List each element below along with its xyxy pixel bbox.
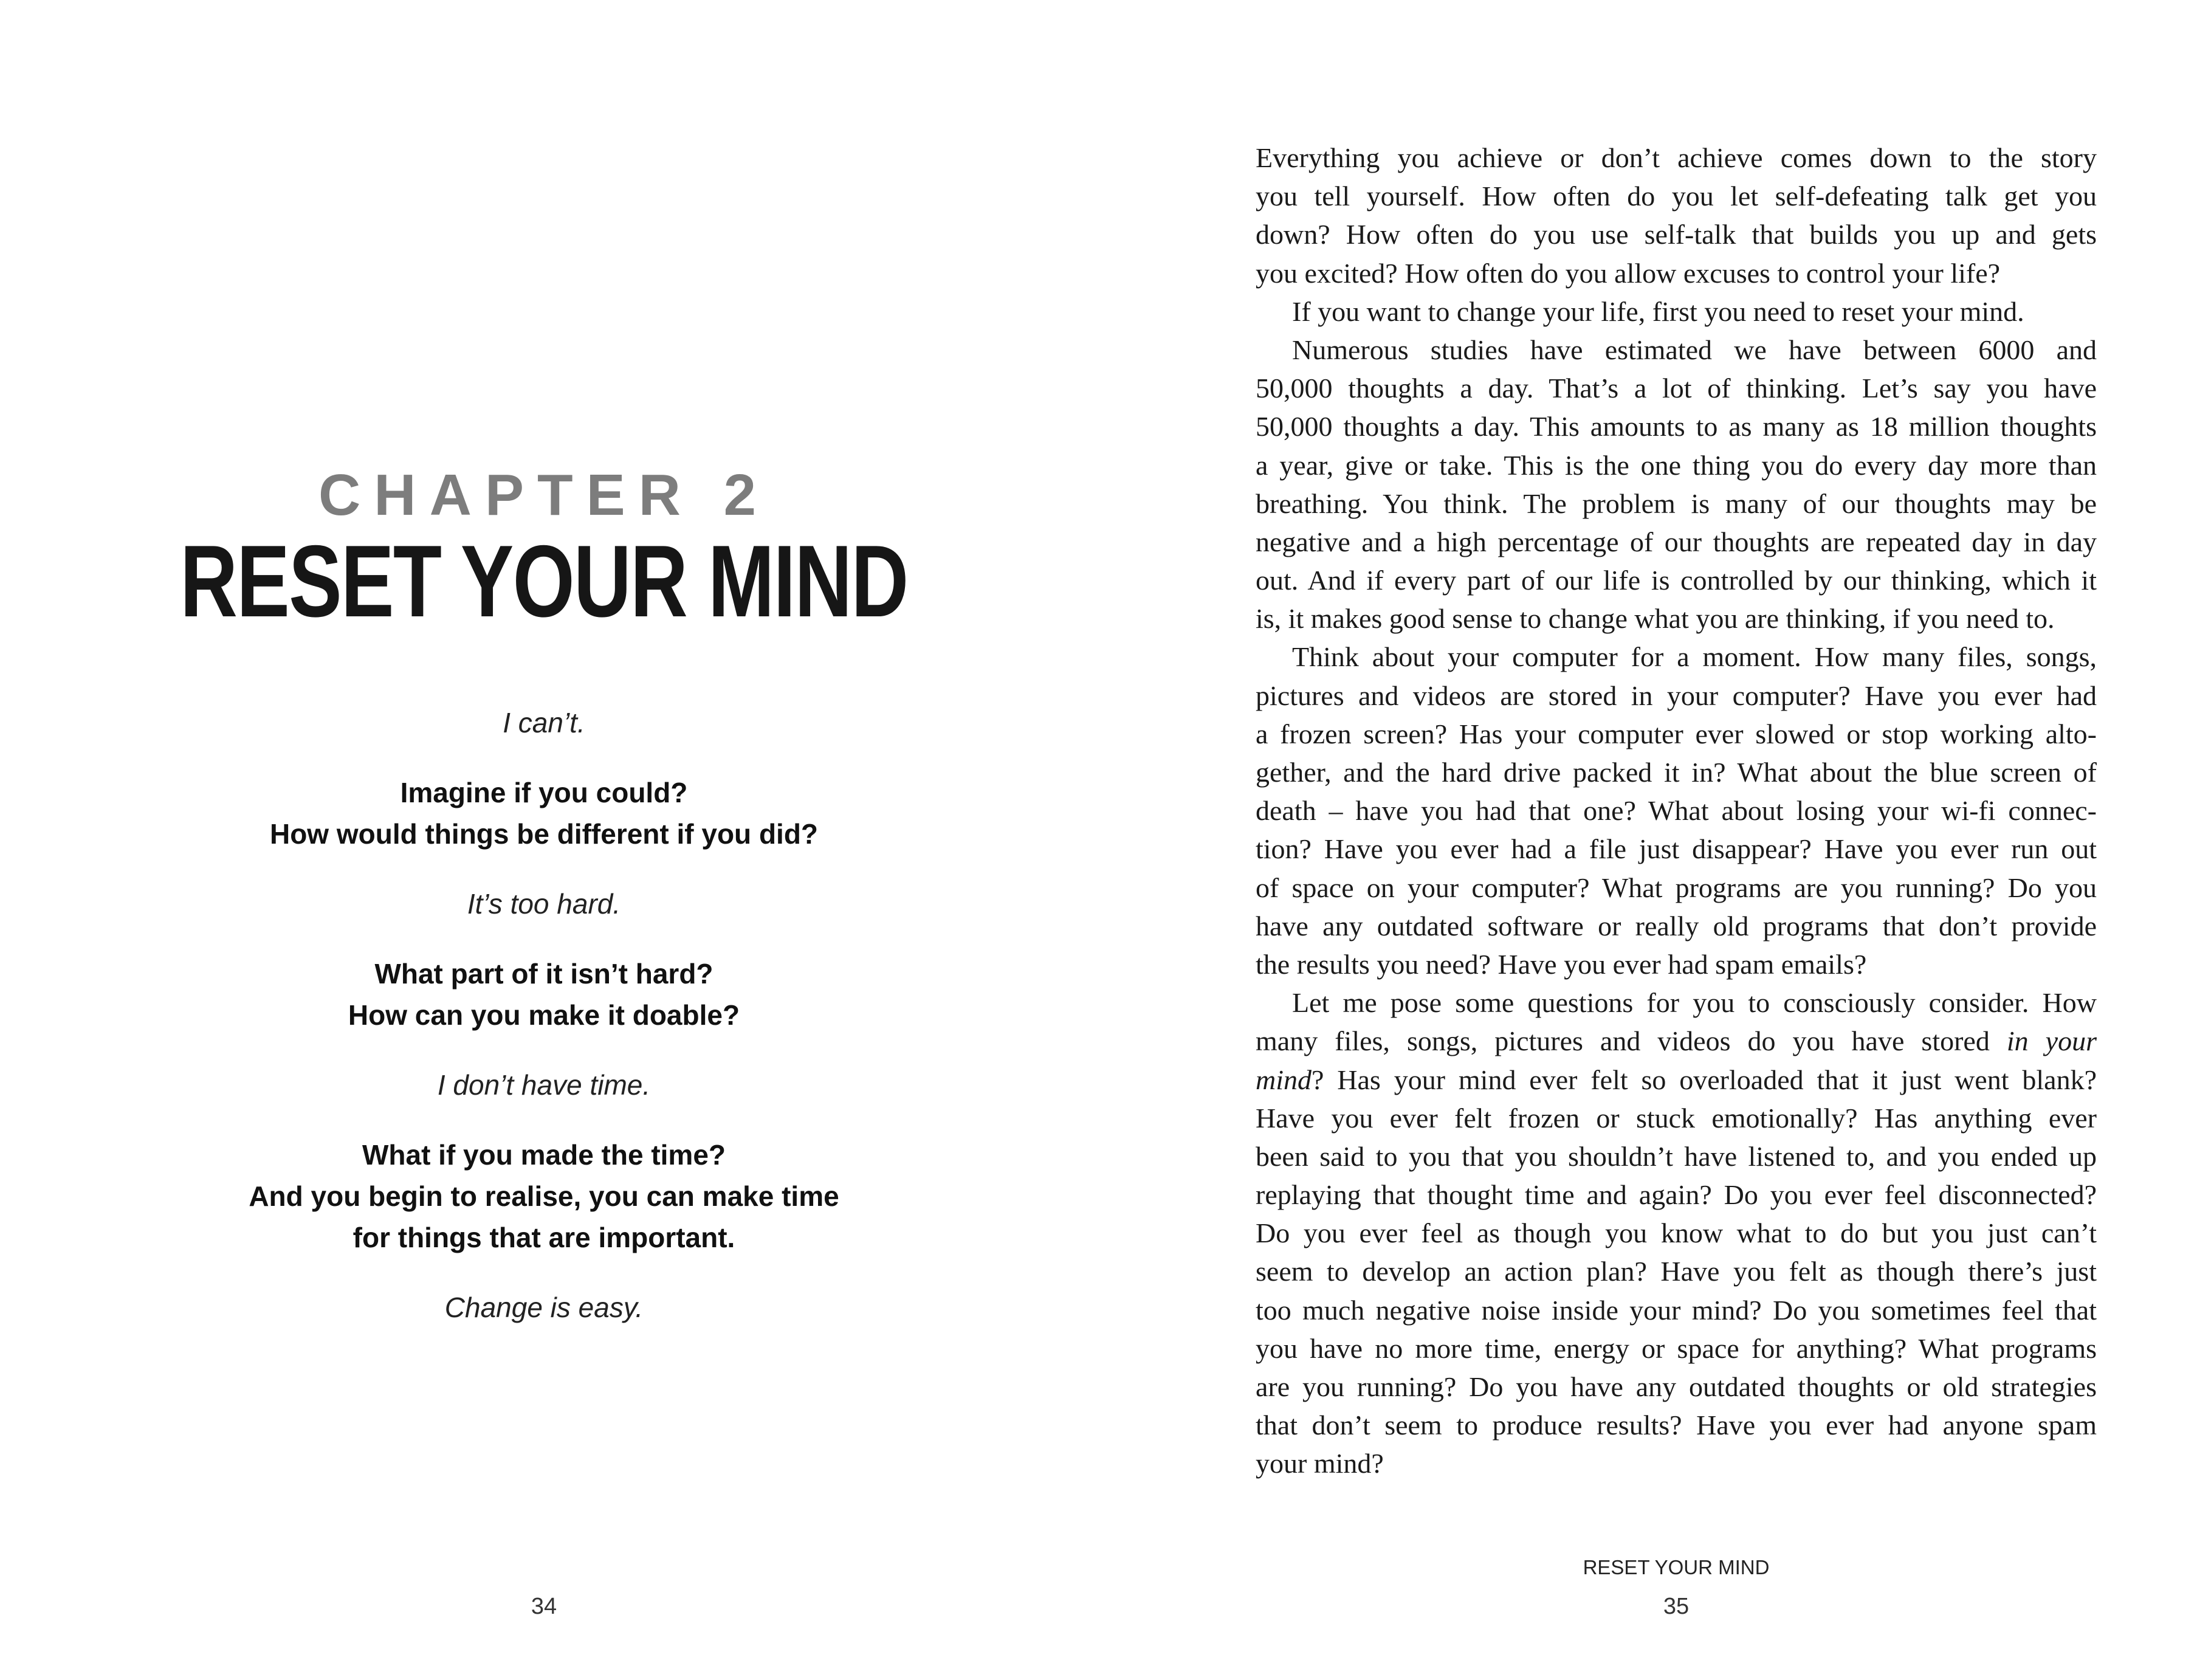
body-line	[1256, 1252, 2097, 1290]
body-line	[1256, 215, 2097, 253]
emphasis-text: in your	[2006, 1025, 2097, 1057]
line-text: a frozen screen? Has your computer ever slowed or stop working alto-	[1256, 718, 2097, 749]
body-line	[1256, 753, 2097, 791]
line-text: you have no more time, energy or space for anything? What programs	[1256, 1332, 2097, 1364]
line-text: many files, songs, pictures and videos do you have stored	[1256, 1025, 2007, 1057]
line-text: your mind?	[1256, 1448, 1384, 1479]
line-text: of space on your computer? What programs are you running? Do you	[1256, 872, 2097, 903]
line-text: negative and a high percentage of our thoughts are repeated day in day	[1256, 526, 2097, 557]
line-text: ? Has your mind ever felt so overloaded that it just went blank?	[1312, 1064, 2097, 1095]
body-line	[1256, 523, 2097, 561]
dialogue-line: for things that are important.	[352, 1222, 735, 1253]
line-text: replaying that thought time and again? Do you ever feel disconnected?	[1256, 1179, 2097, 1211]
line-text: If you want to change your life, first you need to reset your mind.	[1292, 295, 2024, 327]
line-text: have any outdated software or really old programs that don’t provide	[1256, 910, 2097, 942]
running-head: RESET YOUR MIND	[1583, 1556, 1770, 1578]
body-line	[1256, 1137, 2097, 1176]
body-line	[1256, 292, 2097, 331]
body-line	[1256, 1214, 2097, 1252]
page-number: 35	[1663, 1594, 1690, 1619]
dialogue-response	[0, 772, 1088, 855]
dialogue-line: I don’t have time.	[437, 1069, 651, 1101]
dialogue-line: I can’t.	[503, 707, 585, 738]
chapter-title: RESET YOUR MIND	[180, 524, 908, 638]
body-line	[1256, 139, 2097, 177]
dialogue-excuse	[0, 1287, 1088, 1328]
dialogue-line: Imagine if you could?	[400, 777, 688, 808]
line-text: out. And if every part of our life is controlled by our thinking, which it	[1256, 565, 2097, 596]
dialogue-line: How would things be different if you did?	[269, 818, 819, 850]
body-line	[1256, 1444, 2097, 1482]
body-line	[1256, 715, 2097, 753]
body-line	[1256, 869, 2097, 907]
line-text: Have you ever felt frozen or stuck emotionally? Has anything ever	[1256, 1102, 2097, 1134]
body-line	[1256, 1099, 2097, 1137]
body-text	[1256, 139, 2097, 1483]
line-text: you tell yourself. How often do you let self-defeating talk get you	[1256, 181, 2097, 212]
body-line	[1256, 791, 2097, 830]
body-line	[1256, 177, 2097, 215]
line-text: too much negative noise inside your mind? Do you sometimes feel that	[1256, 1294, 2097, 1326]
body-line	[1256, 1291, 2097, 1329]
line-text: 50,000 thoughts a day. This amounts to as many as 18 million thoughts	[1256, 411, 2097, 442]
body-line	[1256, 331, 2097, 369]
body-line	[1256, 254, 2097, 292]
line-text: pictures and videos are stored in your computer? Have you ever had	[1256, 680, 2097, 711]
dialogue-line: What if you made the time?	[362, 1139, 726, 1171]
body-line	[1256, 1406, 2097, 1444]
line-text: the results you need? Have you ever had spam emails?	[1256, 948, 1867, 980]
dialogue-line: What part of it isn’t hard?	[374, 958, 713, 990]
dialogue-excuse	[0, 702, 1088, 743]
dialogue-line: Change is easy.	[444, 1292, 644, 1323]
line-text: Numerous studies have estimated we have between 6000 and	[1292, 334, 2097, 365]
body-line	[1256, 676, 2097, 715]
chapter-label: CHAPTER 2	[318, 463, 770, 528]
dialogue-line: It’s too hard.	[467, 888, 621, 920]
dialogue-response	[0, 953, 1088, 1036]
line-text: that don’t seem to produce results? Have you ever had anyone spam	[1256, 1410, 2097, 1441]
line-text: Everything you achieve or don’t achieve comes down to the story	[1256, 142, 2097, 173]
line-text: tion? Have you ever had a file just disappear? Have you ever run out	[1256, 833, 2097, 865]
body-line	[1256, 945, 2097, 983]
body-line	[1256, 407, 2097, 446]
body-line	[1256, 561, 2097, 599]
line-text: Let me pose some questions for you to consciously consider. How	[1292, 987, 2097, 1019]
body-line	[1256, 907, 2097, 945]
line-text: breathing. You think. The problem is many of our thoughts may be	[1256, 487, 2097, 519]
dialogue-excuse	[0, 1064, 1088, 1106]
chapter-epigraph-dialogue	[0, 702, 1088, 1357]
line-text: are you running? Do you have any outdated thoughts or old strategies	[1256, 1371, 2097, 1402]
body-line	[1256, 446, 2097, 484]
body-line	[1256, 1368, 2097, 1406]
body-line	[1256, 830, 2097, 868]
line-text: seem to develop an action plan? Have you felt as though there’s just	[1256, 1256, 2097, 1287]
body-line	[1256, 1022, 2097, 1060]
emphasis-text: mind	[1256, 1064, 1312, 1095]
line-text: death – have you had that one? What about losing your wi-fi connec-	[1256, 795, 2097, 827]
body-line	[1256, 484, 2097, 523]
line-text: you excited? How often do you allow excuses to control your life?	[1256, 257, 2001, 289]
line-text: 50,000 thoughts a day. That’s a lot of thinking. Let’s say you have	[1256, 373, 2097, 404]
dialogue-response	[0, 1134, 1088, 1258]
body-line	[1256, 369, 2097, 407]
line-text: Do you ever feel as though you know what to do but you just can’t	[1256, 1217, 2097, 1249]
body-line	[1256, 599, 2097, 638]
page-number: 34	[531, 1594, 557, 1619]
body-line	[1256, 1329, 2097, 1368]
line-text: is, it makes good sense to change what you are thinking, if you need to.	[1256, 603, 2055, 635]
right-page	[1099, 0, 2197, 1680]
body-line	[1256, 1176, 2097, 1214]
body-line	[1256, 1061, 2097, 1099]
line-text: Think about your computer for a moment. How many files, songs,	[1292, 641, 2097, 673]
body-line	[1256, 638, 2097, 676]
dialogue-line: How can you make it doable?	[348, 999, 740, 1031]
dialogue-excuse	[0, 883, 1088, 924]
dialogue-line: And you begin to realise, you can make time	[249, 1180, 839, 1212]
line-text: a year, give or take. This is the one thing you do every day more than	[1256, 449, 2097, 481]
line-text: been said to you that you shouldn’t have listened to, and you ended up	[1256, 1140, 2097, 1172]
line-text: down? How often do you use self-talk that builds you up and gets	[1256, 219, 2097, 250]
line-text: gether, and the hard drive packed it in? What about the blue screen of	[1256, 757, 2097, 788]
body-line	[1256, 983, 2097, 1022]
left-page	[0, 0, 1094, 1680]
